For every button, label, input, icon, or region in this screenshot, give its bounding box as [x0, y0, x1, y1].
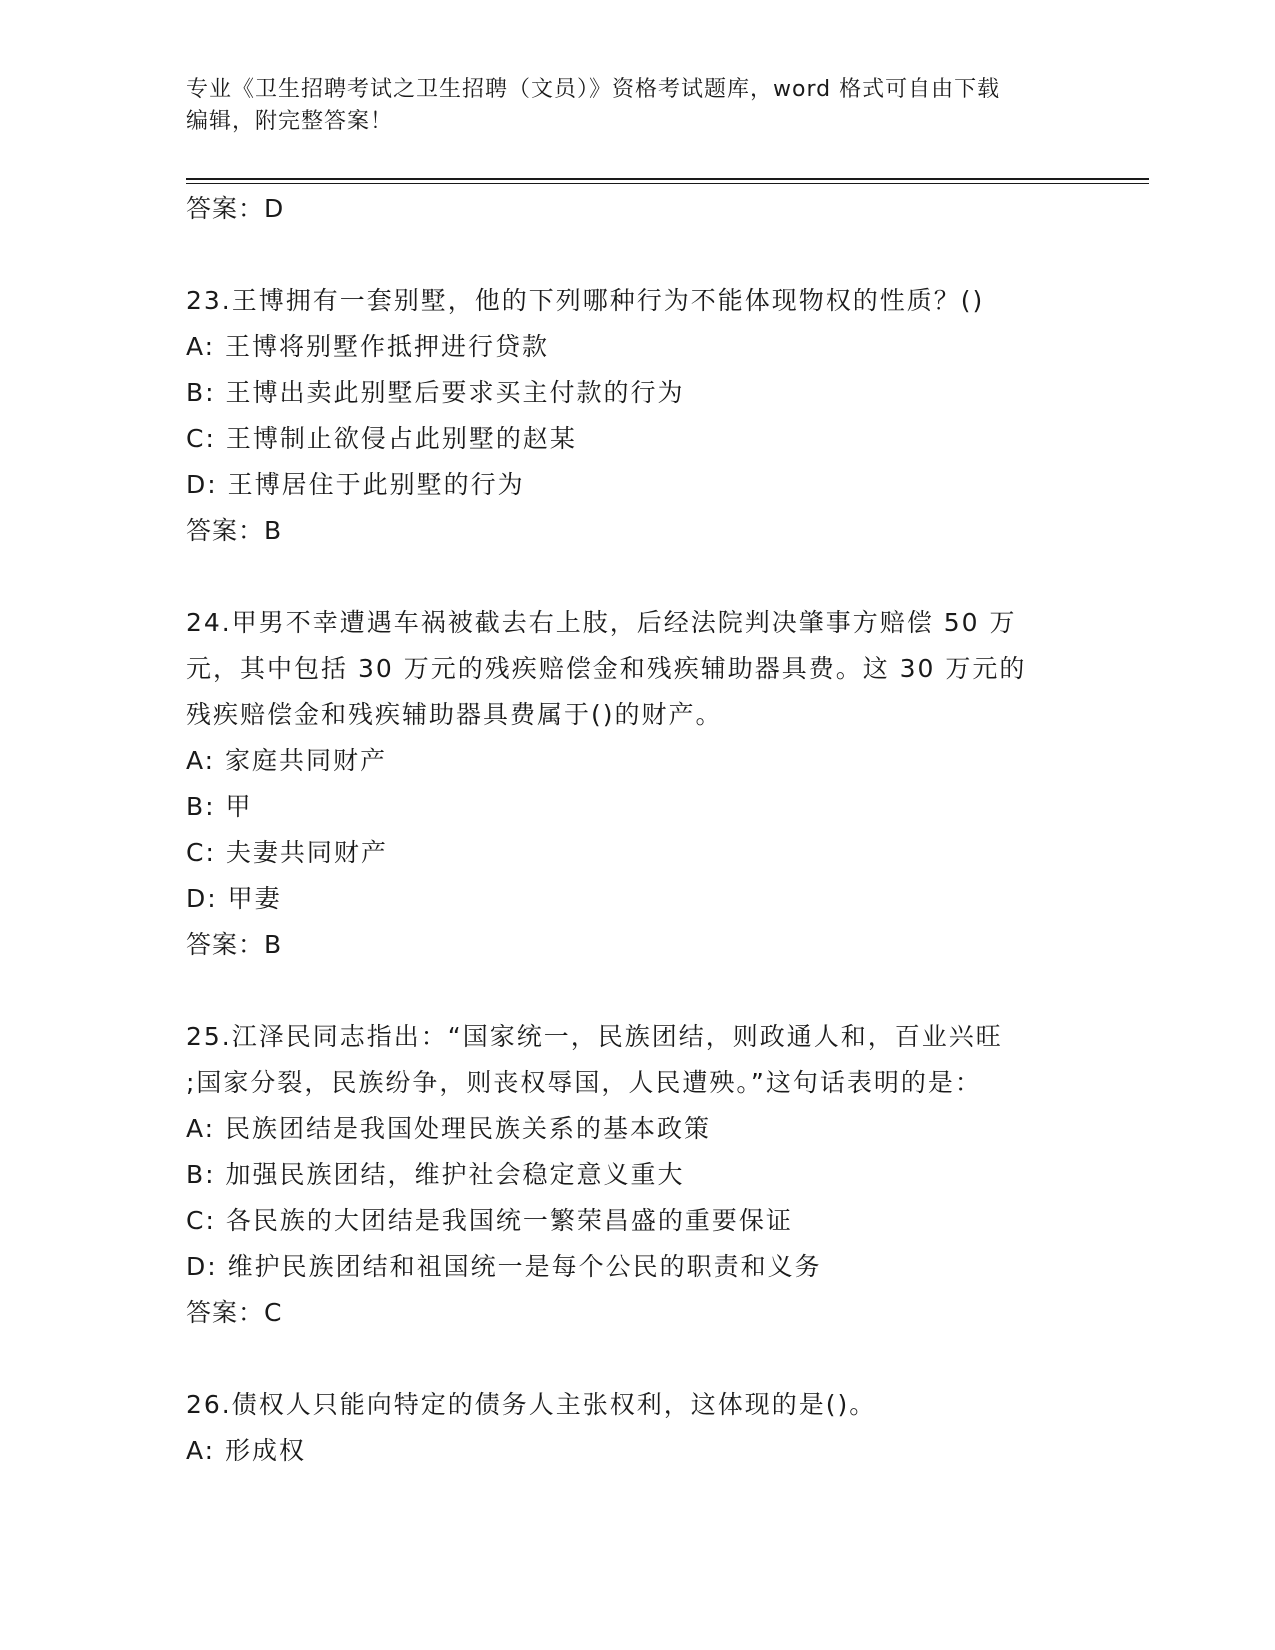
option-b: B: 加强民族团结，维护社会稳定意义重大: [186, 1160, 685, 1189]
header-rule-thick: [186, 178, 1149, 180]
question-stem: 26.债权人只能向特定的债务人主张权利，这体现的是()。: [186, 1390, 877, 1419]
option-c: C: 各民族的大团结是我国统一繁荣昌盛的重要保证: [186, 1206, 793, 1235]
question-stem: 25.江泽民同志指出：“国家统一，民族团结，则政通人和，百业兴旺: [186, 1022, 1003, 1051]
answer: 答案：B: [186, 516, 283, 545]
option-c: C: 王博制止欲侵占此别墅的赵某: [186, 424, 577, 453]
option-d: D: 王博居住于此别墅的行为: [186, 470, 525, 499]
spacer: [186, 554, 1086, 600]
header-rule-thin: [186, 183, 1149, 184]
option-a: A: 民族团结是我国处理民族关系的基本政策: [186, 1114, 712, 1143]
option-a: A: 王博将别墅作抵押进行贷款: [186, 332, 550, 361]
option-b: B: 王博出卖此别墅后要求买主付款的行为: [186, 378, 685, 407]
answer: 答案：C: [186, 1298, 283, 1327]
question-25: [186, 1014, 1086, 1336]
question-24: [186, 600, 1086, 968]
question-stem: 元，其中包括 30 万元的残疾赔偿金和残疾辅助器具费。这 30 万元的: [186, 654, 1027, 683]
question-stem: 24.甲男不幸遭遇车祸被截去右上肢，后经法院判决肇事方赔偿 50 万: [186, 608, 1017, 637]
document-header: [186, 74, 1066, 138]
question-stem: ;国家分裂，民族纷争，则丧权辱国，人民遭殃。”这句话表明的是：: [186, 1068, 982, 1097]
option-d: D: 维护民族团结和祖国统一是每个公民的职责和义务: [186, 1252, 822, 1281]
spacer: [186, 232, 1086, 278]
option-a: A: 形成权: [186, 1436, 307, 1465]
question-26: [186, 1382, 1086, 1474]
header-line-2: 编辑，附完整答案！: [186, 109, 394, 134]
question-23: [186, 278, 1086, 554]
answer: 答案：B: [186, 930, 283, 959]
header-line-1: 专业《卫生招聘考试之卫生招聘（文员）》资格考试题库，word 格式可自由下载: [186, 77, 1001, 102]
option-c: C: 夫妻共同财产: [186, 838, 388, 867]
spacer: [186, 968, 1086, 1014]
question-list: [186, 186, 1086, 1474]
option-b: B: 甲: [186, 792, 253, 821]
question-stem: 残疾赔偿金和残疾辅助器具费属于()的财产。: [186, 700, 723, 729]
option-a: A: 家庭共同财产: [186, 746, 388, 775]
spacer: [186, 1336, 1086, 1382]
answer-previous: 答案：D: [186, 194, 285, 223]
question-stem: 23.王博拥有一套别墅，他的下列哪种行为不能体现物权的性质？(): [186, 286, 985, 315]
option-d: D: 甲妻: [186, 884, 282, 913]
